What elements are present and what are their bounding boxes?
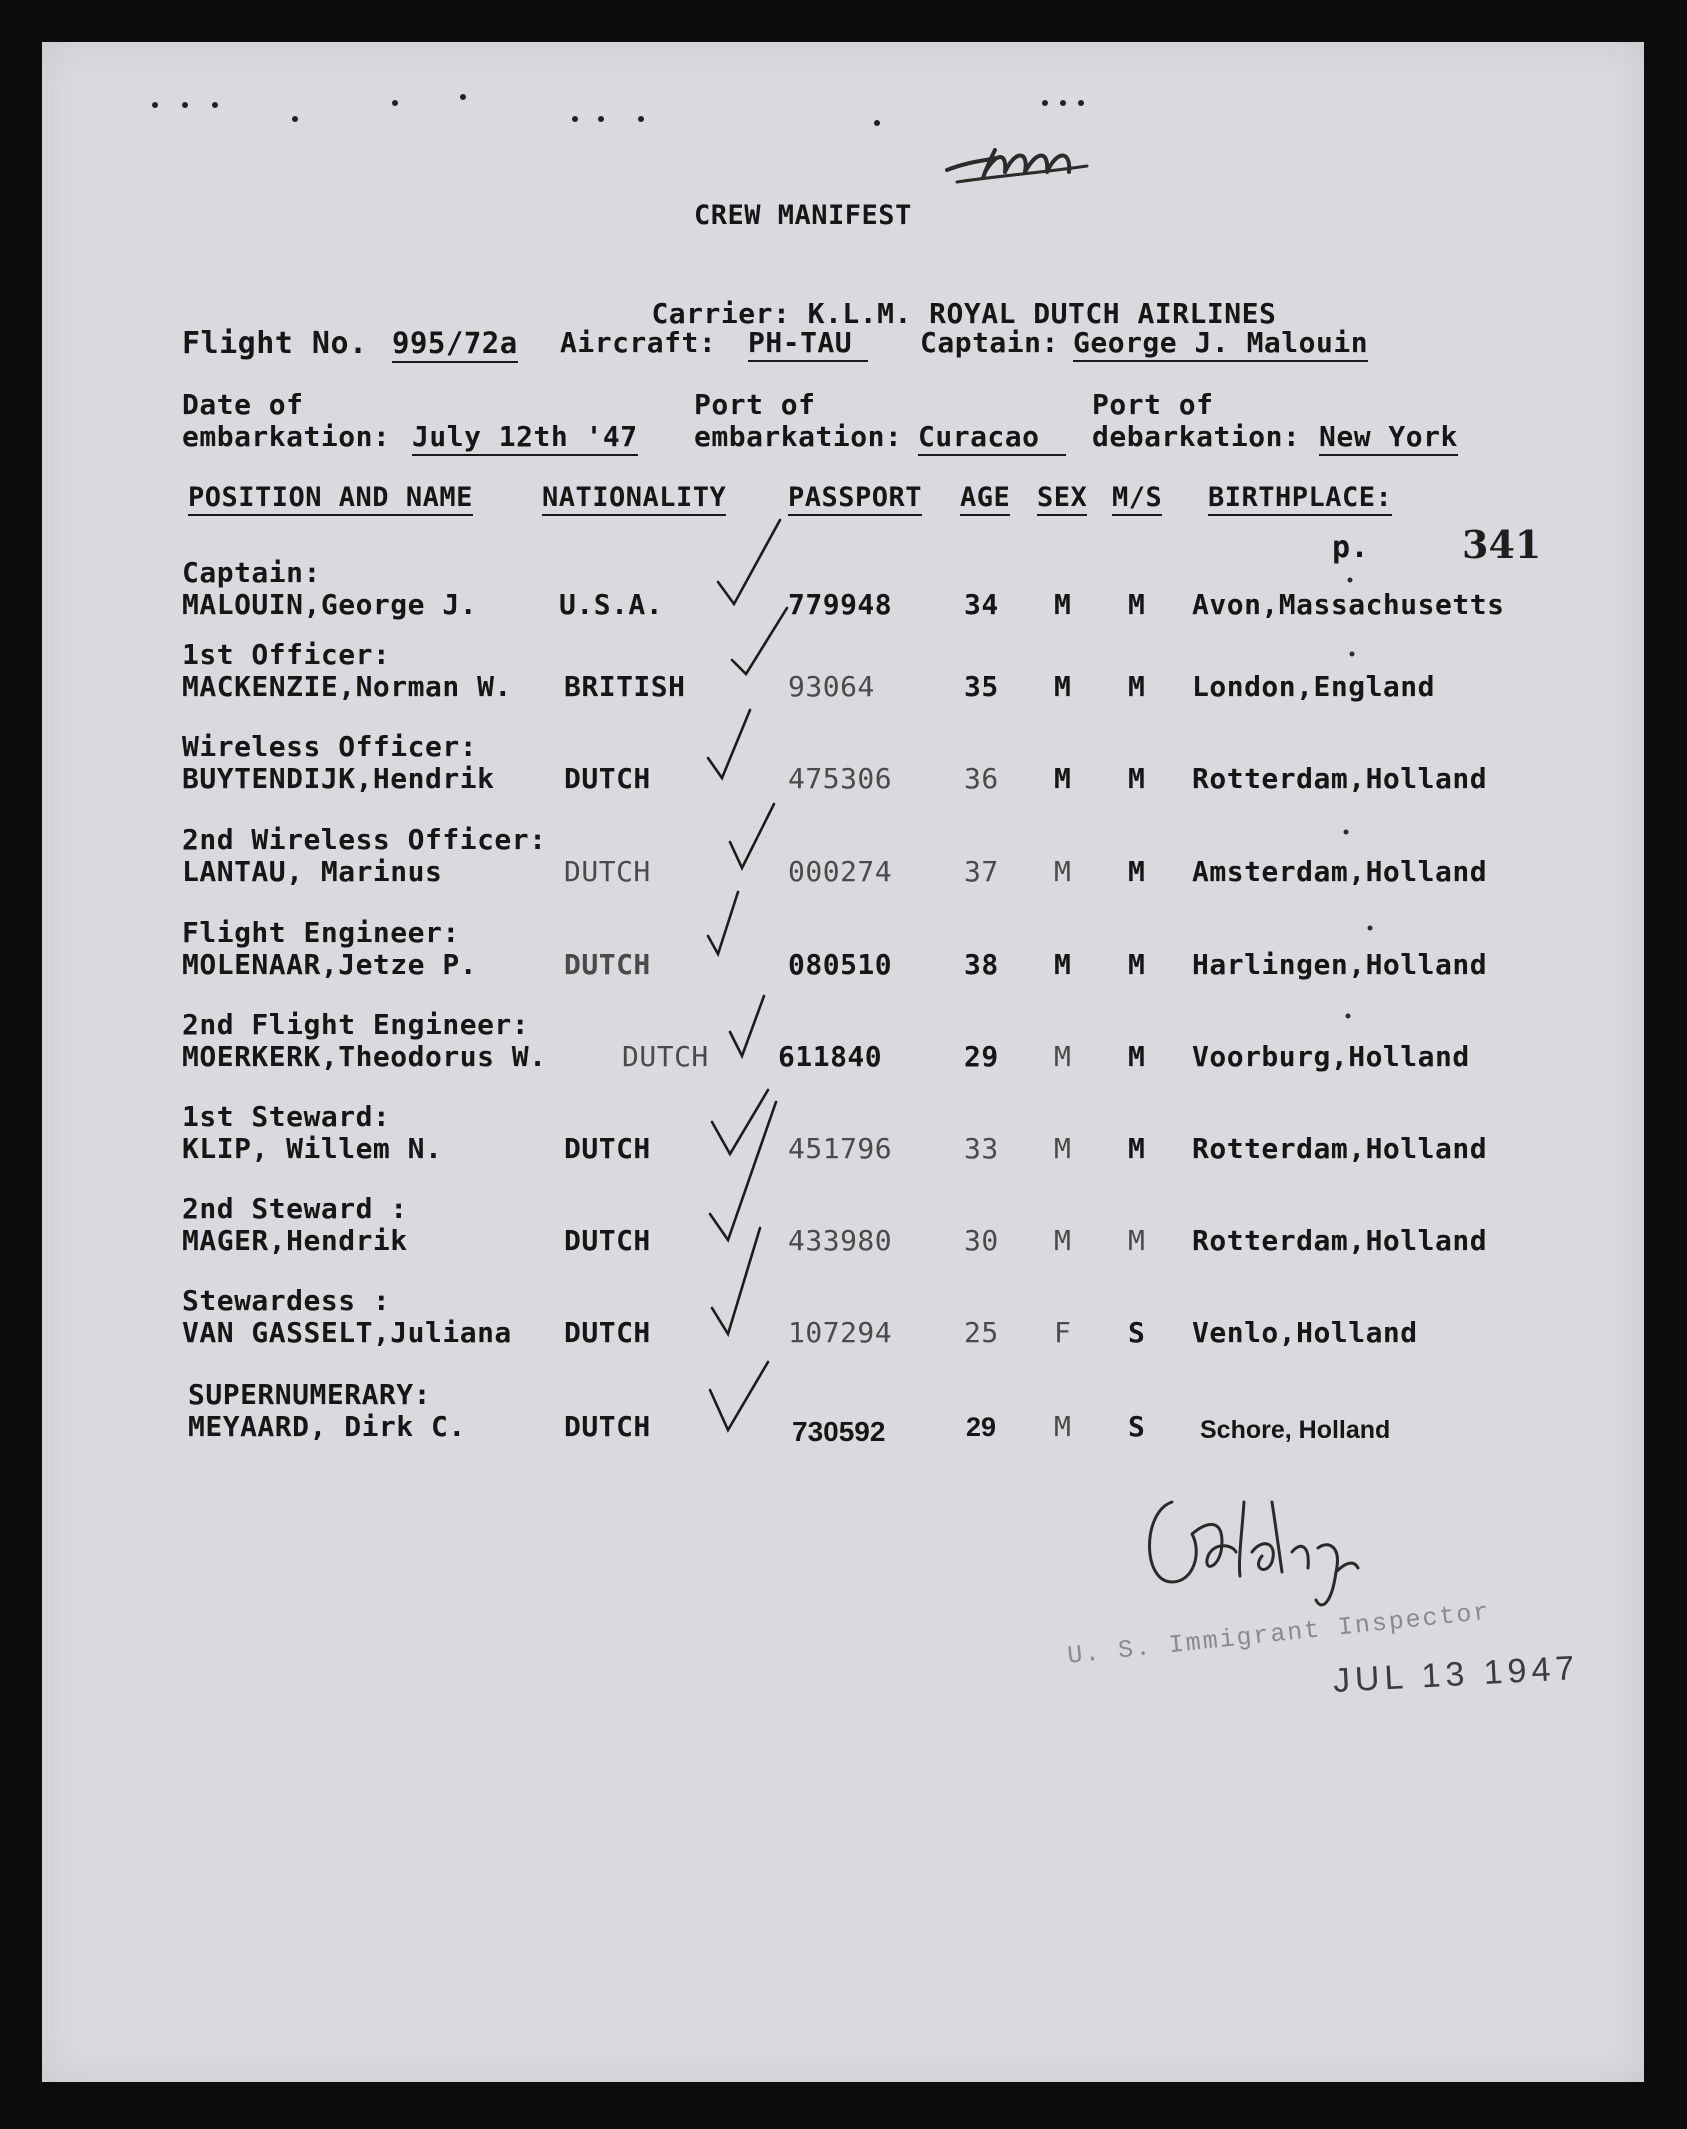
col-passport: PASSPORT (788, 482, 922, 516)
carrier-label: Carrier: (651, 297, 791, 330)
crew-nationality: BRITISH (564, 670, 686, 703)
inspector-signature (1132, 1472, 1432, 1622)
crew-sex: F (1054, 1316, 1072, 1349)
crew-position: Wireless Officer: (182, 730, 478, 763)
crew-name: MACKENZIE,Norman W. (182, 670, 512, 703)
port-deb-label-1: Port of (1092, 388, 1214, 421)
captain-label: Captain: (920, 326, 1059, 359)
crew-passport: 080510 (788, 948, 893, 981)
check-mark-icon (718, 520, 780, 604)
crew-birthplace: Harlingen,Holland (1192, 948, 1488, 981)
crew-passport: 433980 (788, 1224, 893, 1257)
check-mark-icon (710, 1362, 768, 1430)
crew-sex: M (1054, 670, 1072, 703)
crew-position: Flight Engineer: (182, 916, 460, 949)
crew-passport: 451796 (788, 1132, 893, 1165)
aircraft-label: Aircraft: (560, 326, 717, 359)
crew-nationality: DUTCH (622, 1040, 709, 1073)
crew-age: 33 (964, 1132, 999, 1165)
crew-ms: M (1128, 948, 1146, 981)
crew-age: 34 (964, 588, 999, 621)
crew-birthplace: Avon,Massachusetts (1192, 588, 1505, 621)
crew-name: BUYTENDIJK,Hendrik (182, 762, 495, 795)
stamp-date: JUL 13 1947 (1332, 1649, 1581, 1700)
crew-birthplace: Amsterdam,Holland (1192, 855, 1488, 888)
crew-name: LANTAU, Marinus (182, 855, 443, 888)
flight-label: Flight No. (182, 326, 368, 361)
crew-birthplace: Rotterdam,Holland (1192, 1224, 1488, 1257)
page-number-prefix: p. (1332, 530, 1370, 565)
crew-position: 1st Steward: (182, 1100, 391, 1133)
crew-name: VAN GASSELT,Juliana (182, 1316, 512, 1349)
crew-passport: 611840 (778, 1040, 883, 1073)
crew-nationality: DUTCH (564, 1132, 651, 1165)
crew-birthplace: Rotterdam,Holland (1192, 1132, 1488, 1165)
col-nationality: NATIONALITY (542, 482, 726, 516)
crew-nationality: U.S.A. (559, 588, 664, 621)
crew-ms: M (1128, 670, 1146, 703)
crew-name: MOLENAAR,Jetze P. (182, 948, 478, 981)
crew-ms: S (1128, 1316, 1146, 1349)
crew-nationality: DUTCH (564, 1316, 651, 1349)
crew-passport: 000274 (788, 855, 893, 888)
col-sex: SEX (1037, 482, 1087, 516)
check-mark-icon (712, 1090, 768, 1154)
check-mark-icon (730, 804, 774, 868)
crew-age: 36 (964, 762, 999, 795)
col-ms: M/S (1112, 482, 1162, 516)
col-position-name: POSITION AND NAME (188, 482, 473, 516)
crew-name: MEYAARD, Dirk C. (188, 1410, 466, 1443)
crew-name: MOERKERK,Theodorus W. (182, 1040, 547, 1073)
manifest-page (42, 42, 1644, 2082)
crew-passport: 107294 (788, 1316, 893, 1349)
crew-nationality: DUTCH (564, 1410, 651, 1443)
crew-age: 30 (964, 1224, 999, 1257)
crew-sex: M (1054, 948, 1072, 981)
aircraft-value: PH-TAU (748, 326, 868, 362)
crew-position: 2nd Flight Engineer: (182, 1008, 530, 1041)
crew-sex: M (1054, 1410, 1072, 1443)
crew-passport: 93064 (788, 670, 875, 703)
crew-age: 37 (964, 855, 999, 888)
crew-name: KLIP, Willem N. (182, 1132, 443, 1165)
check-mark-icon (710, 1102, 776, 1240)
crew-ms: M (1128, 1040, 1146, 1073)
crew-position: 2nd Wireless Officer: (182, 823, 547, 856)
crew-ms: M (1128, 1132, 1146, 1165)
date-label-1: Date of (182, 388, 304, 421)
crew-name: MALOUIN,George J. (182, 588, 478, 621)
check-mark-icon (712, 1228, 760, 1334)
inspector-stamp: U. S. Immigrant Inspector (1066, 1597, 1492, 1671)
date-value: July 12th '47 (412, 420, 638, 456)
crew-sex: M (1054, 1040, 1072, 1073)
crew-birthplace: Voorburg,Holland (1192, 1040, 1470, 1073)
page-title: CREW MANIFEST (694, 200, 912, 231)
crew-position: Captain: (182, 556, 321, 589)
crew-sex: M (1054, 762, 1072, 795)
carrier-value: K.L.M. ROYAL DUTCH AIRLINES (807, 297, 1277, 330)
crew-nationality: DUTCH (564, 948, 651, 981)
crew-passport: 730592 (792, 1416, 886, 1447)
crew-birthplace: Venlo,Holland (1192, 1316, 1418, 1349)
check-mark-icon (730, 996, 764, 1056)
crew-age: 38 (964, 948, 999, 981)
port-emb-value: Curacao (918, 420, 1066, 456)
crew-ms: M (1128, 855, 1146, 888)
crew-passport: 779948 (788, 588, 893, 621)
check-mark-icon (708, 710, 750, 778)
crew-position: 1st Officer: (182, 638, 391, 671)
crew-age: 29 (964, 1040, 999, 1073)
crew-ms: M (1128, 1224, 1146, 1257)
col-age: AGE (960, 482, 1010, 516)
port-emb-label-1: Port of (694, 388, 816, 421)
crew-position: SUPERNUMERARY: (188, 1378, 432, 1411)
check-mark-icon (708, 892, 738, 954)
check-mark-icon (732, 608, 787, 674)
crew-position: Stewardess : (182, 1284, 391, 1317)
crew-sex: M (1054, 1132, 1072, 1165)
crew-ms: S (1128, 1410, 1146, 1443)
crew-position: 2nd Steward : (182, 1192, 408, 1225)
crew-sex: M (1054, 588, 1072, 621)
crew-name: MAGER,Hendrik (182, 1224, 408, 1257)
crew-sex: M (1054, 1224, 1072, 1257)
port-deb-label-2: debarkation: (1092, 420, 1301, 453)
col-birthplace: BIRTHPLACE: (1208, 482, 1392, 516)
crew-ms: M (1128, 588, 1146, 621)
crew-ms: M (1128, 762, 1146, 795)
crew-age: 25 (964, 1316, 999, 1349)
port-emb-label-2: embarkation: (694, 420, 903, 453)
crew-age: 29 (966, 1412, 997, 1442)
page-number: 341 (1462, 522, 1542, 567)
crew-birthplace: London,England (1192, 670, 1436, 703)
crew-passport: 475306 (788, 762, 893, 795)
crew-nationality: DUTCH (564, 1224, 651, 1257)
port-deb-value: New York (1319, 420, 1458, 456)
crew-nationality: DUTCH (564, 855, 651, 888)
check-marks (42, 42, 1644, 1542)
captain-value: George J. Malouin (1073, 326, 1368, 362)
crew-nationality: DUTCH (564, 762, 651, 795)
crew-age: 35 (964, 670, 999, 703)
crew-sex: M (1054, 855, 1072, 888)
date-label-2: embarkation: (182, 420, 391, 453)
crew-birthplace: Rotterdam,Holland (1192, 762, 1488, 795)
crew-birthplace: Schore, Holland (1200, 1416, 1391, 1444)
flight-value: 995/72a (392, 326, 518, 363)
